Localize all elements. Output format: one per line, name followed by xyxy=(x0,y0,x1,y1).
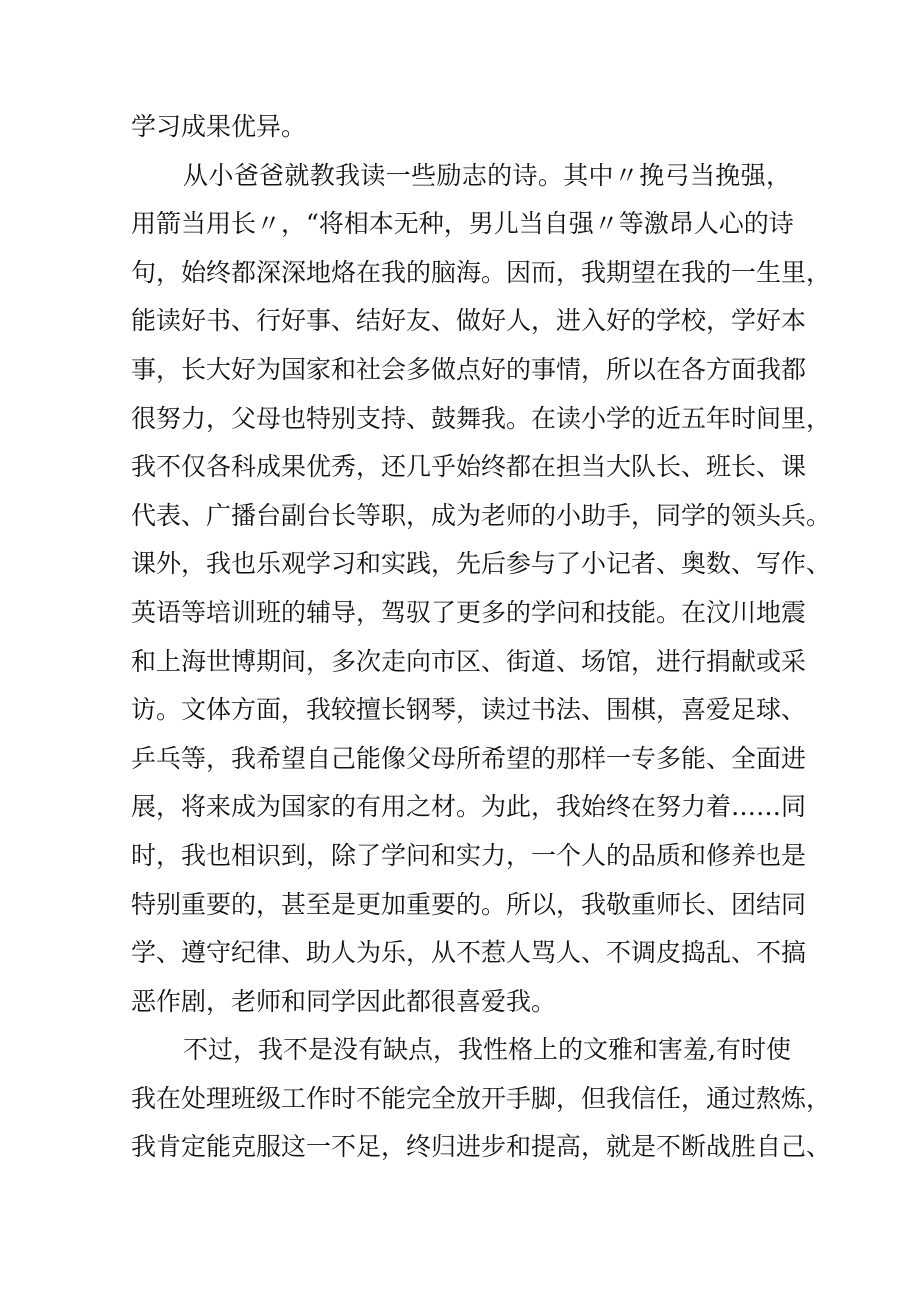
text-line: 课外，我也乐观学习和实践，先后参与了小记者、奥数、写作、 xyxy=(131,549,832,579)
text-line: 事，长大好为国家和社会多做点好的事情，所以在各方面我都 xyxy=(131,354,807,384)
text-line: 学习成果优异。 xyxy=(131,112,307,141)
paragraph-3 xyxy=(131,1026,832,1172)
text-line: 能读好书、行好事、结好友、做好人，进入好的学校，学好本 xyxy=(131,306,807,336)
text-line: 恶作剧，老师和同学因此都很喜爱我。 xyxy=(131,986,557,1016)
text-line: 我在处理班级工作时不能完全放开手脚，但我信任，通过熬炼， xyxy=(131,1083,832,1113)
text-line: 学、遵守纪律、助人为乐，从不惹人骂人、不调皮捣乱、不搞 xyxy=(131,938,807,968)
text-line: 用箭当用长〃，“将相本无种，男儿当自强〃等激昂人心的诗 xyxy=(131,209,794,239)
paragraph-2 xyxy=(131,152,832,1027)
paragraph-1 xyxy=(131,103,791,152)
text-line: 很努力，父母也特别支持、鼓舞我。在读小学的近五年时间里， xyxy=(131,403,832,433)
text-line: 句，始终都深深地烙在我的脑海。因而，我期望在我的一生里， xyxy=(131,257,832,287)
text-line: 乒乓等，我希望自己能像父母所希望的那样一专多能、全面进 xyxy=(131,743,807,773)
text-line: 英语等培训班的辅导，驾驭了更多的学问和技能。在汶川地震 xyxy=(131,597,807,627)
text-line: 我肯定能克服这一不足，终归进步和提高，就是不断战胜自己、 xyxy=(131,1132,832,1162)
text-line: 从小爸爸就教我读一些励志的诗。其中〃挽弓当挽强， xyxy=(183,160,791,190)
text-line: 特别重要的，甚至是更加重要的。所以，我敬重师长、团结同 xyxy=(131,889,807,919)
text-line: 展，将来成为国家的有用之材。为此，我始终在努力着……同 xyxy=(131,792,807,822)
text-line: 时，我也相识到，除了学问和实力，一个人的品质和修养也是 xyxy=(131,840,807,870)
text-line: 我不仅各科成果优秀，还几乎始终都在担当大队长、班长、课 xyxy=(131,452,807,482)
document-body xyxy=(131,103,832,1172)
text-line: 访。文体方面，我较擅长钢琴，读过书法、围棋，喜爱足球、 xyxy=(131,695,807,725)
text-line: 代表、广播台副台长等职，成为老师的小助手，同学的领头兵。 xyxy=(131,500,832,530)
text-line: 和上海世博期间，多次走向市区、街道、场馆，进行捐献或采 xyxy=(131,646,807,676)
text-line: 不过，我不是没有缺点，我性格上的文雅和害羞,有时使 xyxy=(183,1035,791,1065)
